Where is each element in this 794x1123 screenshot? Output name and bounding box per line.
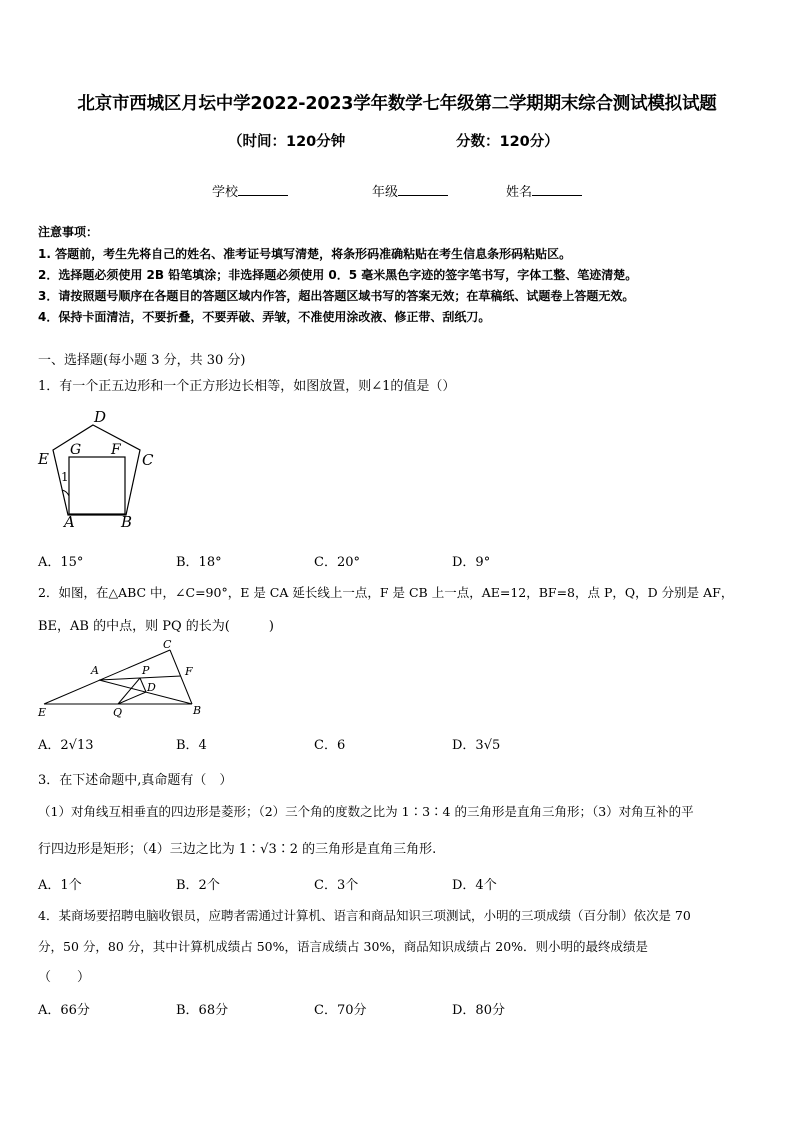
grade-field bbox=[372, 181, 448, 200]
label-A: A bbox=[64, 513, 75, 531]
line-QD bbox=[118, 692, 146, 704]
note-item: 4．保持卡面清洁，不要折叠，不要弄破、弄皱，不准使用涂改液、修正带、刮纸刀。 bbox=[38, 310, 491, 324]
name-field bbox=[506, 181, 582, 200]
label-F: F bbox=[111, 442, 121, 458]
label-A: A bbox=[91, 664, 99, 677]
q1-option-a: A．15° bbox=[38, 555, 84, 570]
label-C: C bbox=[163, 638, 172, 651]
q1-option-c: C．20° bbox=[314, 555, 360, 570]
label-G: G bbox=[70, 442, 82, 458]
line-PD bbox=[140, 678, 146, 692]
page-title: 北京市西城区月坛中学2022-2023学年数学七年级第二学期期末综合测试模拟试题 bbox=[77, 94, 717, 114]
q2-line2: BE，AB 的中点，则 PQ 的长为( ) bbox=[38, 619, 274, 634]
label-D: D bbox=[147, 681, 156, 694]
square bbox=[69, 457, 125, 514]
label-B: B bbox=[193, 704, 202, 717]
q3-option-d: D．4个 bbox=[452, 878, 497, 893]
q2-figure bbox=[34, 636, 214, 720]
q2-option-a: A．2√13 bbox=[38, 738, 94, 753]
exam-score: 分数：120分） bbox=[456, 134, 559, 150]
q4-line1: 4．某商场要招聘电脑收银员，应聘者需通过计算机、语言和商品知识三项测试，小明的三项成绩（百分制）依次是 70 bbox=[38, 908, 691, 923]
q2-option-d: D．3√5 bbox=[452, 738, 501, 753]
label-E: E bbox=[38, 706, 47, 719]
q1-option-b: B．18° bbox=[176, 555, 222, 570]
label-C: C bbox=[142, 451, 154, 469]
q3-line1: （1）对角线互相垂直的四边形是菱形；（2）三个角的度数之比为 1∶3∶4 的三角形是直角三角形；（3）对角互补的平 bbox=[38, 804, 694, 819]
q2-option-c: C．6 bbox=[314, 738, 346, 753]
line-PQ bbox=[118, 678, 140, 704]
section-heading: 一、选择题(每小题 3 分，共 30 分) bbox=[38, 353, 246, 368]
school-label: 学校 bbox=[212, 185, 239, 200]
note-item: 3．请按照题号顺序在各题目的答题区域内作答，超出答题区域书写的答案无效；在草稿纸、试题卷上答题无效。 bbox=[38, 289, 635, 303]
label-P: P bbox=[142, 664, 150, 677]
notes-heading: 注意事项： bbox=[38, 225, 99, 239]
q4-line3: （ ） bbox=[38, 970, 91, 985]
label-B: B bbox=[121, 513, 133, 531]
q4-option-d: D．80分 bbox=[452, 1003, 505, 1018]
q2-line1: 2．如图，在△ABC 中，∠C=90°，E 是 CA 延长线上一点，F 是 CB 上一点，AE=12，BF=8，点 P，Q，D 分别是 AF， bbox=[38, 585, 734, 600]
label-F: F bbox=[185, 665, 193, 678]
name-label: 姓名 bbox=[506, 185, 533, 200]
q1-figure bbox=[34, 406, 166, 532]
q2-option-b: B．4 bbox=[176, 738, 207, 753]
q4-line2: 分，50 分，80 分，其中计算机成绩占 50%，语言成绩占 30%，商品知识成绩占 20%．则小明的最终成绩是 bbox=[38, 939, 649, 954]
label-E: E bbox=[38, 450, 49, 468]
q3-option-b: B．2个 bbox=[176, 878, 220, 893]
note-item: 2．选择题必须使用 2B 铅笔填涂；非选择题必须使用 0．5 毫米黑色字迹的签字笔书写，字体工整、笔迹清楚。 bbox=[38, 268, 638, 282]
grade-label: 年级 bbox=[372, 185, 399, 200]
q4-option-b: B．68分 bbox=[176, 1003, 229, 1018]
q4-option-a: A．66分 bbox=[38, 1003, 90, 1018]
name-blank bbox=[532, 183, 582, 196]
label-D: D bbox=[94, 408, 107, 426]
q1-option-d: D．9° bbox=[452, 555, 491, 570]
q1-text: 1．有一个正五边形和一个正方形边长相等，如图放置，则∠1的值是（） bbox=[38, 379, 456, 394]
q3-option-a: A．1个 bbox=[38, 878, 82, 893]
q3-line2: 行四边形是矩形；（4）三边之比为 1∶√3∶2 的三角形是直角三角形. bbox=[38, 842, 437, 857]
label-angle-1: 1 bbox=[61, 470, 69, 484]
q3-text: 3．在下述命题中,真命题有（ ） bbox=[38, 773, 233, 788]
q4-option-c: C．70分 bbox=[314, 1003, 367, 1018]
school-field bbox=[212, 181, 288, 200]
exam-time: （时间：120分钟 bbox=[228, 134, 346, 150]
grade-blank bbox=[398, 183, 448, 196]
school-blank bbox=[238, 183, 288, 196]
q3-option-c: C．3个 bbox=[314, 878, 359, 893]
label-Q: Q bbox=[113, 706, 123, 719]
note-item: 1. 答题前，考生先将自己的姓名、准考证号填写清楚，将条形码准确粘贴在考生信息条形码粘贴区。 bbox=[38, 247, 572, 261]
